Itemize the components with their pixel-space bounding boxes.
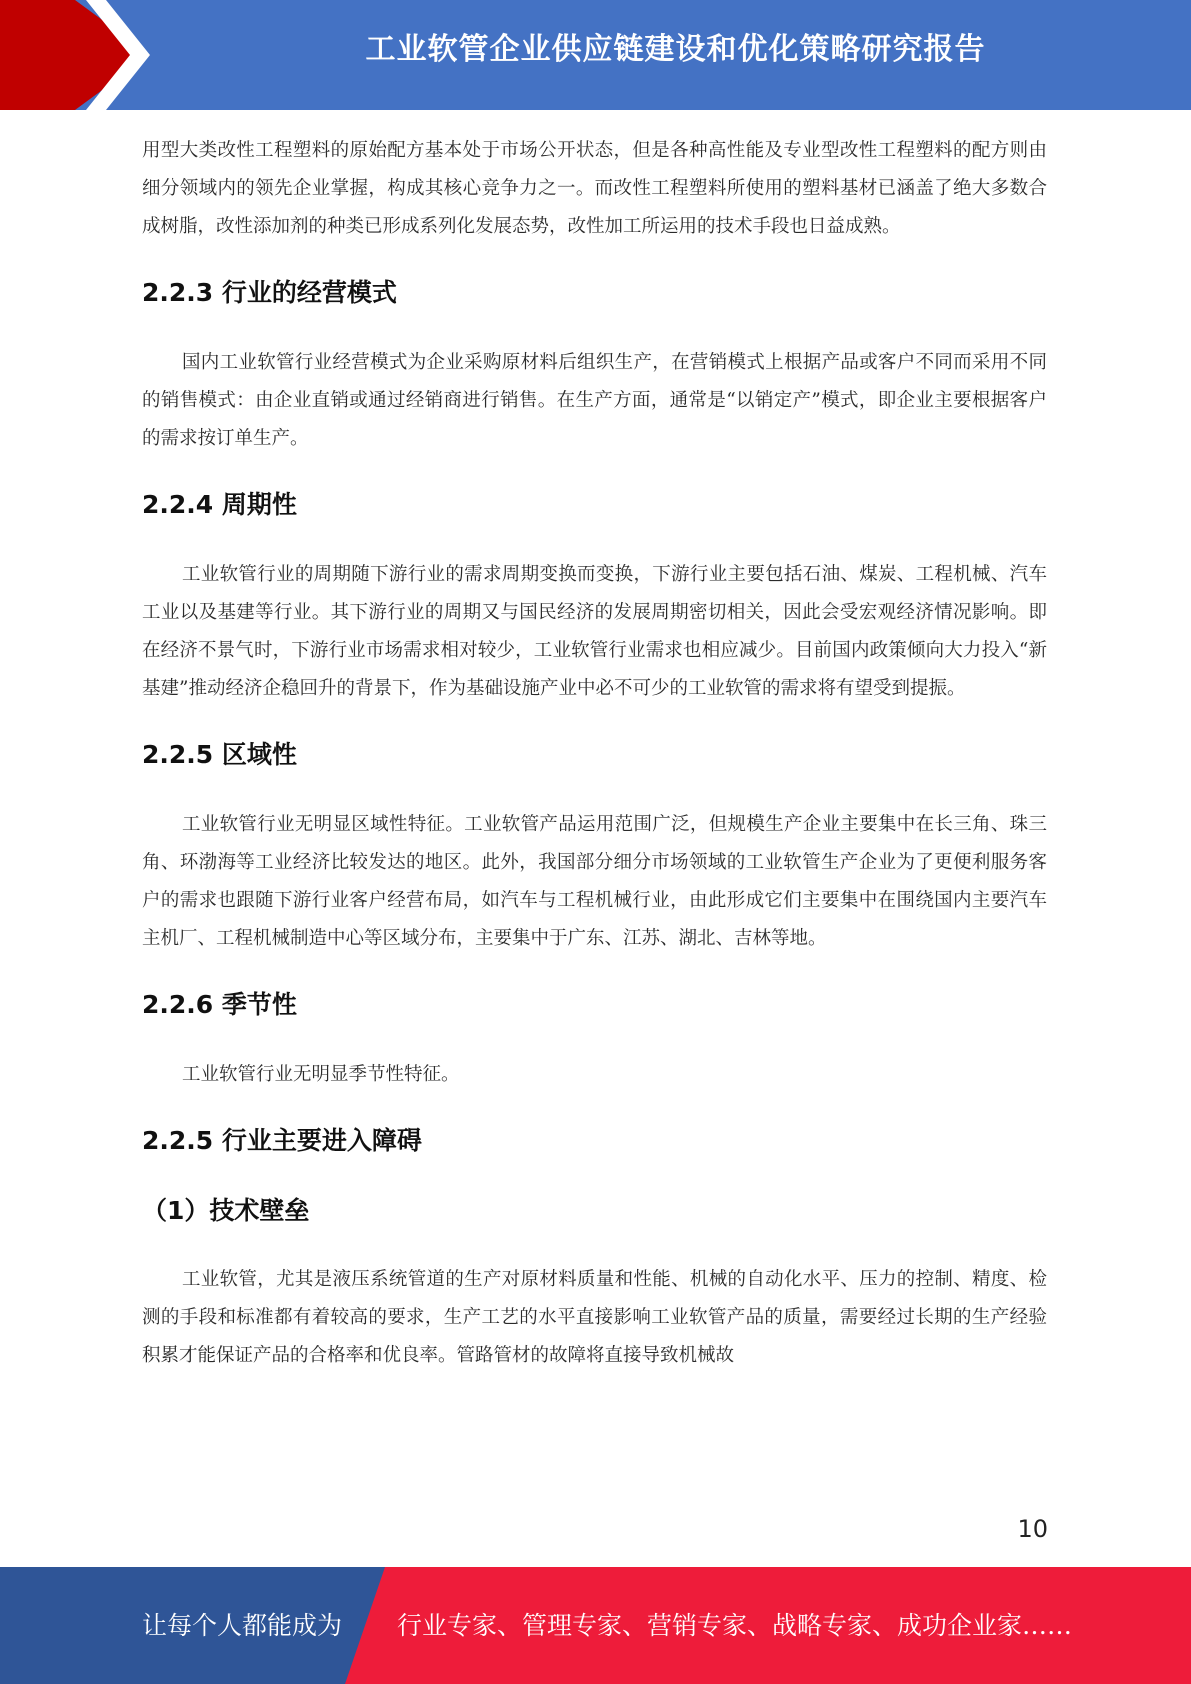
page-content <box>142 132 1047 1375</box>
section-body-2-2-5-region: 工业软管行业无明显区域性特征。工业软管产品运用范围广泛，但规模生产企业主要集中在长三角、珠三角、环渤海等工业经济比较发达的地区。此外，我国部分细分市场领域的工业软管生产企业为了更便利服务客户的需求也跟随下游行业客户经营布局，如汽车与工程机械行业，由此形成它们主要集中在围绕国内主要汽车主机厂、工程机械制造中心等区域分布，主要集中于广东、江苏、湖北、吉林等地。 <box>142 814 1047 949</box>
footer-slogan-left: 让每个人都能成为 <box>142 1611 343 1640</box>
section-body-2-2-6: 工业软管行业无明显季节性特征。 <box>182 1064 460 1085</box>
section-body-2-2-3: 国内工业软管行业经营模式为企业采购原材料后组织生产，在营销模式上根据产品或客户不同而采用不同的销售模式：由企业直销或通过经销商进行销售。在生产方面，通常是“以销定产”模式，即企业主要根据客户的需求按订单生产。 <box>142 352 1047 449</box>
page-number: 10 <box>1017 1515 1048 1543</box>
section-heading-2-2-5-region: 2.2.5 区域性 <box>142 740 297 769</box>
footer-slogan-right: 行业专家、管理专家、营销专家、战略专家、成功企业家…… <box>397 1611 1073 1640</box>
intro-paragraph: 用型大类改性工程塑料的原始配方基本处于市场公开状态，但是各种高性能及专业型改性工程塑料的配方则由细分领域内的领先企业掌握，构成其核心竞争力之一。而改性工程塑料所使用的塑料基材已涵盖了绝大多数合成树脂，改性添加剂的种类已形成系列化发展态势，改性加工所运用的技术手段也日益成熟。 <box>142 140 1047 237</box>
page-header <box>0 0 1191 110</box>
subsection-heading-tech-barrier: （1）技术壁垒 <box>142 1196 310 1225</box>
section-heading-2-2-6: 2.2.6 季节性 <box>142 990 297 1019</box>
section-heading-2-2-3: 2.2.3 行业的经营模式 <box>142 278 397 307</box>
chevron-decoration <box>0 0 200 110</box>
report-title: 工业软管企业供应链建设和优化策略研究报告 <box>365 32 986 67</box>
section-body-2-2-4: 工业软管行业的周期随下游行业的需求周期变换而变换，下游行业主要包括石油、煤炭、工程机械、汽车工业以及基建等行业。其下游行业的周期又与国民经济的发展周期密切相关，因此会受宏观经济情况影响。即在经济不景气时，下游行业市场需求相对较少，工业软管行业需求也相应减少。目前国内政策倾向大力投入“新基建”推动经济企稳回升的背景下，作为基础设施产业中必不可少的工业软管的需求将有望受到提振。 <box>142 564 1047 699</box>
section-heading-2-2-5-barriers: 2.2.5 行业主要进入障碍 <box>142 1126 422 1155</box>
subsection-body-tech-barrier: 工业软管，尤其是液压系统管道的生产对原材料质量和性能、机械的自动化水平、压力的控制、精度、检测的手段和标准都有着较高的要求，生产工艺的水平直接影响工业软管产品的质量，需要经过长期的生产经验积累才能保证产品的合格率和优良率。管路管材的故障将直接导致机械故 <box>142 1269 1047 1366</box>
page-footer <box>0 1567 1191 1684</box>
section-heading-2-2-4: 2.2.4 周期性 <box>142 490 297 519</box>
